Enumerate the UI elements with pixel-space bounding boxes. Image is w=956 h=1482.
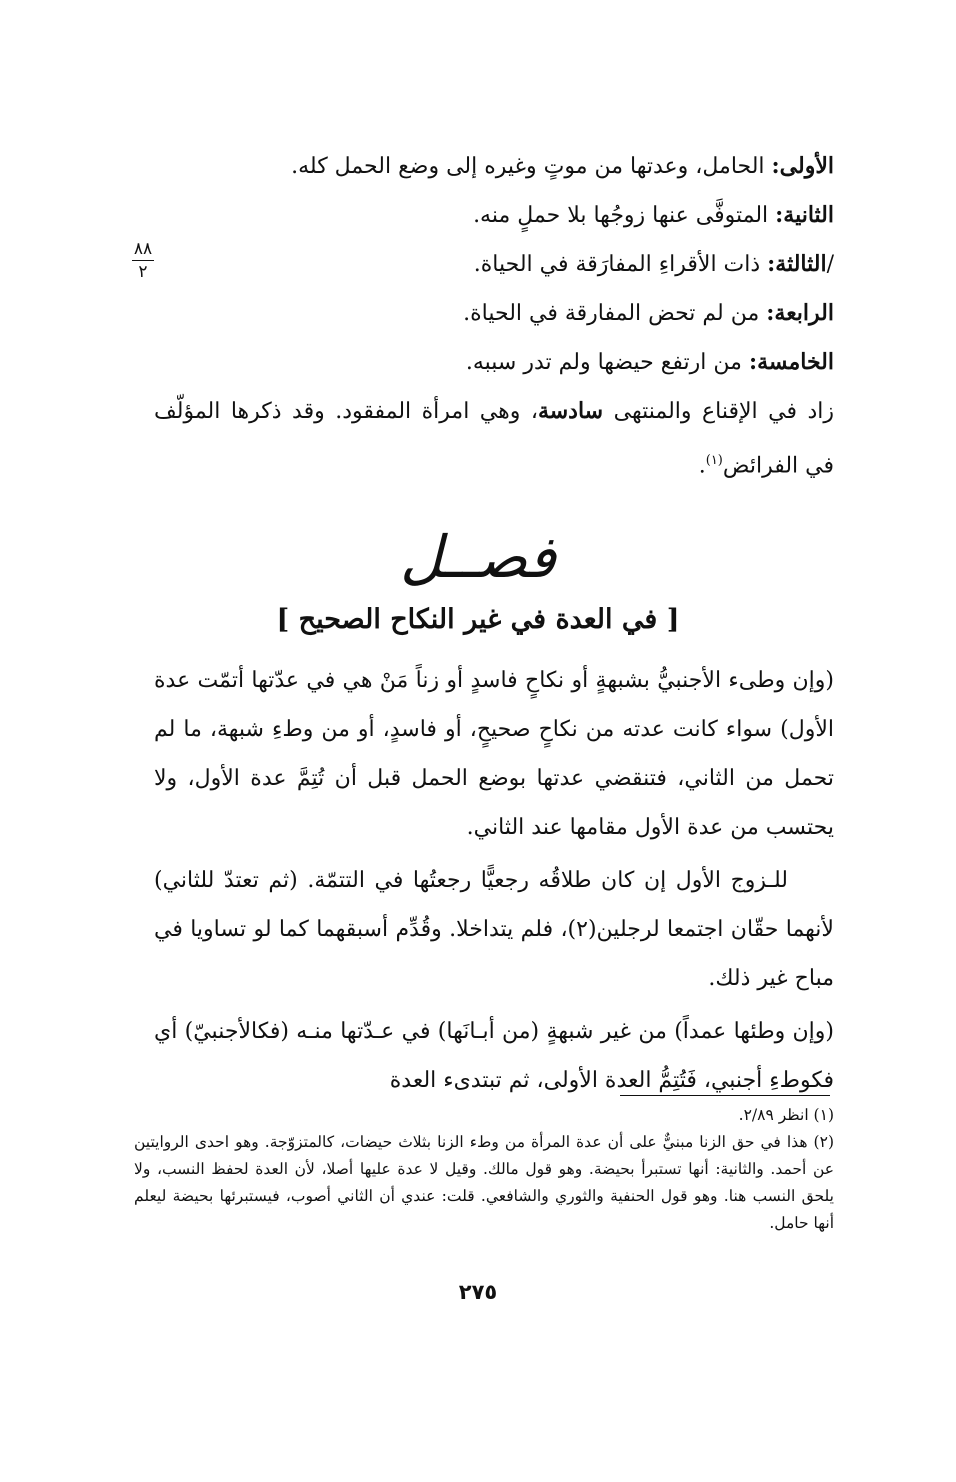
page-break-marker: /: [826, 252, 834, 277]
intro-text-bold: سادسة: [537, 398, 604, 424]
list-item: [154, 240, 834, 289]
list-item: [154, 338, 834, 387]
list-item-text: من لم تحض المفارقة في الحياة.: [463, 301, 767, 326]
list-item-label: الثانية:: [775, 202, 834, 228]
list-item-label: الثالثة:: [767, 251, 827, 277]
footnote-separator: [620, 1095, 830, 1096]
fasl-ornamental-heading: فصــل: [400, 523, 556, 591]
main-text: [154, 656, 834, 1105]
body-paragraph: للـزوج الأول إن كان طلاقُه رجعيًّا رجعتُها في التتمّة. (ثم تعتدّ للثاني) لأنهما حقّان اجتمعا لرجلين(٢)، فلم يتداخلا. وقُدِّم أسبقهما كما لو تساويا في مباح غير ذلك.: [154, 868, 834, 991]
body-paragraph: (وإن وطىء الأجنبيُّ بشبهةٍ أو نكاحٍ فاسدٍ أو زناً مَنْ هي في عدّتها أتمّت عدة الأول) سواء كانت عدته من نكاحٍ صحيحٍ، أو فاسدٍ، أو من وطءِ شبهة، ما لم تحمل من الثاني، فتنقضي عدتها بوضع الحمل قبل أن تُتِمَّ عدة الأول، ولا يحتسب من عدة الأول مقامها عند الثاني.: [154, 668, 834, 840]
list-item-label: الأولى:: [771, 153, 834, 179]
margin-reference-bottom: ٢: [138, 262, 148, 282]
list-item-text: الحامل، وعدتها من موتٍ وغيره إلى وضع الحمل كله.: [291, 154, 772, 179]
intro-text-start: زاد في الإقناع والمنتهى: [603, 399, 834, 424]
footnote: (١) انظر ٢/٨٩.: [738, 1106, 834, 1124]
intro-paragraph: [154, 387, 834, 490]
list-item: [154, 289, 834, 338]
list-item-text: من ارتفع حيضها ولم تدر سببه.: [465, 350, 749, 375]
intro-text-end: ، وهي امرأة المفقود. وقد ذكرها المؤلّف في الفرائض: [154, 399, 834, 479]
list-item: [154, 191, 834, 240]
margin-reference-divider: [132, 260, 154, 261]
list-item-text: المتوفَّى عنها زوجُها بلا حملٍ منه.: [473, 203, 776, 228]
page-number: ٢٧٥: [458, 1280, 498, 1304]
margin-reference-top: ٨٨: [133, 239, 153, 259]
footnote-reference: (١): [705, 453, 723, 468]
footnote: (٢) هذا في حق الزنا مبنيٌّ على أن عدة المرأة من وطء الزنا بثلاث حيضات، كالمتزوّجة. وهو احدى الروايتين عن أحمد. والثانية: أنها تستبرأ بحيضة. وهو قول مالك. وقيل لا عدة عليها أصلا، لأن العدة لحفظ النسب، ولا يلحق النسب هنا. وهو قول الحنفية والثوري والشافعي. قلت: عندي أن الثاني أصوب، فيستبرئها بحيضة ليعلم أنها حامل.: [134, 1133, 834, 1232]
list-item-label: الرابعة:: [766, 300, 834, 326]
list-item-text: ذات الأقراءِ المفارَقة في الحياة.: [473, 252, 768, 277]
section-heading: [ في العدة في غير النكاح الصحيح ]: [276, 604, 680, 635]
body-paragraph: (وإن وطئها عمداً) من غير شبهةٍ (من أبـانَها) في عـدّتها منـه (فكالأجنبيّ) أي فكوطءِ أجنبي، فَتُتِمُّ العدة الأولى، ثم تبتدىء العدة: [154, 1019, 834, 1093]
footnotes: [134, 1102, 834, 1237]
list-item: [154, 142, 834, 191]
enumerated-list: [154, 142, 834, 490]
intro-text-period: .: [698, 453, 706, 479]
list-item-label: الخامسة:: [748, 349, 834, 375]
